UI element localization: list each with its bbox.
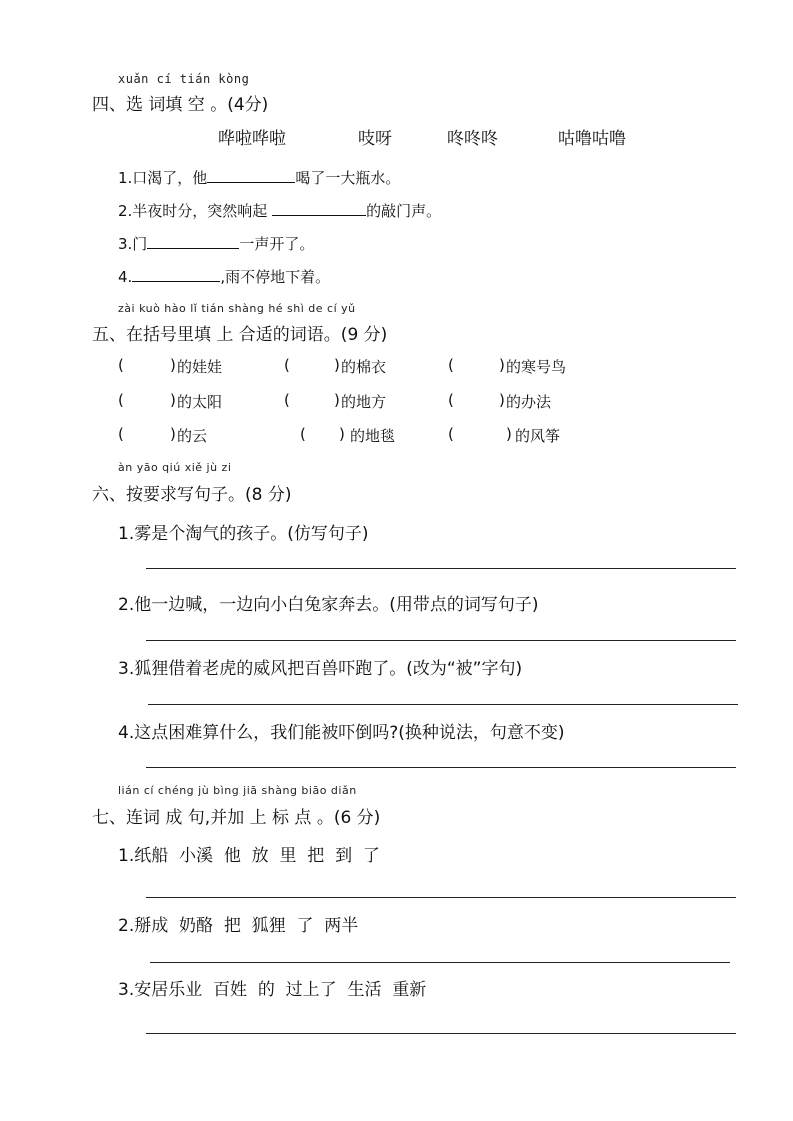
fill-item-2-before: 2.半夜时分，突然响起 (118, 202, 273, 220)
paren-close[interactable]: ) (334, 391, 340, 409)
answer-line[interactable] (148, 704, 738, 705)
paren-close[interactable]: ) (334, 356, 340, 374)
section6-title: 六、按要求写句子。(8 分) (92, 485, 292, 505)
fill-item-4-before: 4. (118, 268, 133, 286)
answer-line[interactable] (146, 897, 736, 898)
fill-item-4 (118, 265, 330, 287)
paren-open: ( (448, 425, 454, 443)
paren-open: ( (448, 356, 454, 374)
answer-line[interactable] (146, 640, 736, 641)
fill-blank-4[interactable] (132, 265, 220, 282)
paren-label-r3c2: 的地毯 (350, 427, 396, 445)
section6-pinyin: àn yāo qiú xiě jù zi (118, 461, 232, 474)
paren-open: ( (118, 425, 124, 443)
ordering-item-1: 1.纸船 小溪 他 放 里 把 到 了 (118, 846, 380, 866)
ordering-item-3: 3.安居乐业 百姓 的 过上了 生活 重新 (118, 980, 427, 1000)
word-option-3: 咚咚咚 (447, 129, 498, 149)
paren-open: ( (118, 391, 124, 409)
rewrite-item-1: 1.雾是个淘气的孩子。(仿写句子) (118, 524, 369, 544)
fill-item-1 (118, 166, 400, 188)
word-option-2: 吱呀 (358, 129, 392, 149)
paren-close[interactable]: ) (339, 425, 345, 443)
fill-item-4-after: ,雨不停地下着。 (220, 268, 331, 286)
paren-open: ( (118, 356, 124, 374)
paren-label-r1c2: 的棉衣 (341, 358, 387, 376)
fill-item-2 (118, 199, 441, 221)
fill-item-3-after: 一声开了。 (239, 235, 315, 253)
paren-close[interactable]: ) (499, 391, 505, 409)
ordering-item-2: 2.掰成 奶酪 把 狐狸 了 两半 (118, 916, 359, 936)
paren-close[interactable]: ) (170, 356, 176, 374)
paren-open: ( (284, 356, 290, 374)
paren-label-r3c3: 的风筝 (515, 427, 561, 445)
section4-title: 四、选 词填 空 。(4分) (92, 95, 269, 115)
fill-blank-2[interactable] (272, 199, 366, 216)
word-option-4: 咕噜咕噜 (558, 129, 626, 149)
fill-item-1-before: 1.口渴了，他 (118, 169, 208, 187)
paren-label-r2c2: 的地方 (341, 393, 387, 411)
answer-line[interactable] (146, 767, 736, 768)
paren-label-r2c3: 的办法 (506, 393, 552, 411)
fill-blank-3[interactable] (147, 232, 239, 249)
paren-open: ( (300, 425, 306, 443)
fill-item-2-after: 的敲门声。 (366, 202, 442, 220)
answer-line[interactable] (150, 962, 730, 963)
section5-title: 五、在括号里填 上 合适的词语。(9 分) (92, 325, 388, 345)
paren-open: ( (284, 391, 290, 409)
fill-item-1-after: 喝了一大瓶水。 (295, 169, 401, 187)
fill-item-3 (118, 232, 314, 254)
rewrite-item-4: 4.这点困难算什么，我们能被吓倒吗?(换种说法，句意不变) (118, 723, 565, 743)
fill-item-3-before: 3.门 (118, 235, 148, 253)
section5-pinyin: zài kuò hào lǐ tián shàng hé shì de cí yǔ (118, 302, 356, 315)
rewrite-item-2: 2.他一边喊，一边向小白兔家奔去。(用带点的词写句子) (118, 595, 539, 615)
fill-blank-1[interactable] (207, 166, 295, 183)
paren-close[interactable]: ) (499, 356, 505, 374)
section4-pinyin: xuǎn cí tián kòng (118, 72, 250, 86)
answer-line[interactable] (146, 1033, 736, 1034)
paren-close[interactable]: ) (506, 425, 512, 443)
section7-pinyin: lián cí chéng jù bìng jiā shàng biāo diǎn (118, 784, 357, 797)
paren-label-r1c3: 的寒号鸟 (506, 358, 567, 376)
section7-title: 七、连词 成 句,并加 上 标 点 。(6 分) (92, 808, 381, 828)
paren-open: ( (448, 391, 454, 409)
rewrite-item-3: 3.狐狸借着老虎的威风把百兽吓跑了。(改为“被”字句) (118, 659, 523, 679)
paren-close[interactable]: ) (170, 391, 176, 409)
word-option-1: 哗啦哗啦 (218, 129, 286, 149)
paren-label-r1c1: 的娃娃 (177, 358, 223, 376)
paren-label-r3c1: 的云 (177, 427, 208, 445)
paren-close[interactable]: ) (170, 425, 176, 443)
answer-line[interactable] (146, 568, 736, 569)
paren-label-r2c1: 的太阳 (177, 393, 223, 411)
